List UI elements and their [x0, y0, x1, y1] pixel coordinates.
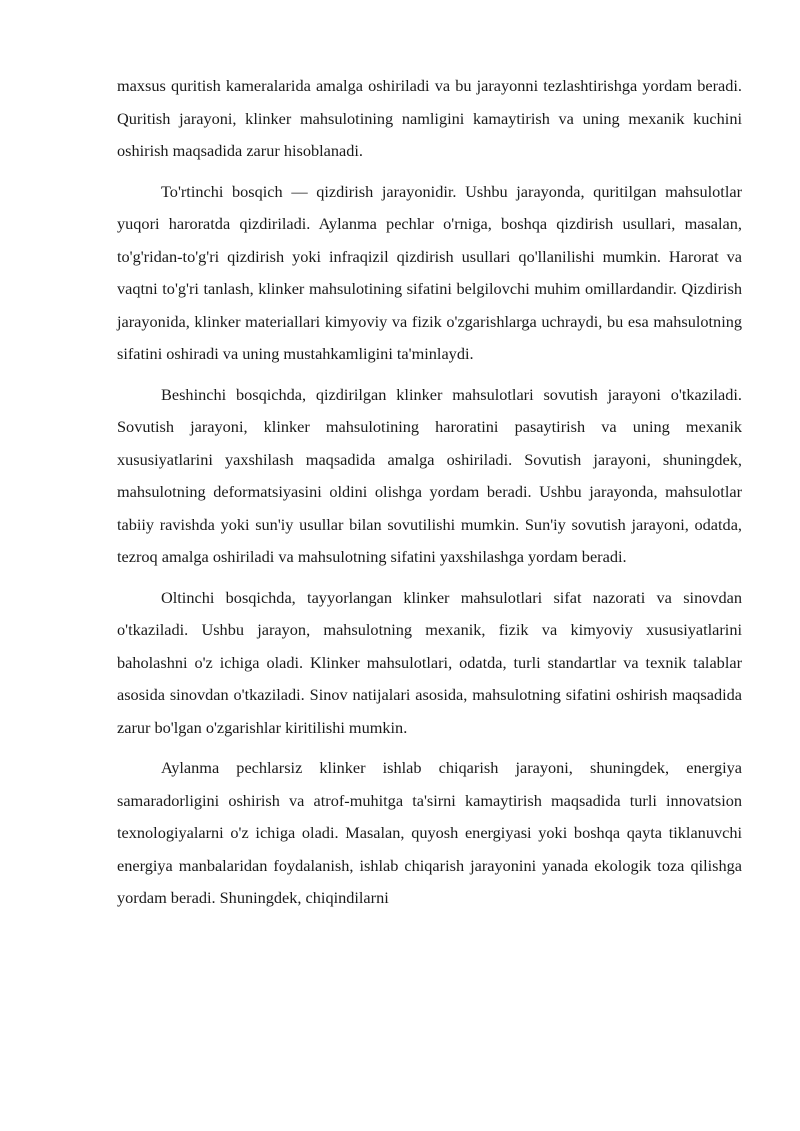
- paragraph-fifth-stage: Beshinchi bosqichda, qizdirilgan klinker mahsulotlari sovutish jarayoni o'tkaziladi. Sovutish jarayoni, klinker mahsulotining haroratini pasaytirish va uning mexanik xususiyatlarini yaxshilash maqsadida amalga oshiriladi. Sovutish jarayoni, shuningdek, mahsulotning deformatsiyasini oldini olishga yordam beradi. Ushbu jarayonda, mahsulotlar tabiiy ravishda yoki sun'iy usullar bilan sovutilishi mumkin. Sun'iy sovutish jarayoni, odatda, tezroq amalga oshiriladi va mahsulotning sifatini yaxshilashga yordam beradi.: [117, 384, 742, 566]
- paragraph-continuation: maxsus quritish kameralarida amalga oshiriladi va bu jarayonni tezlashtirishga yordam beradi. Quritish jarayoni, klinker mahsulotining namligini kamaytirish va uning mexanik kuchini oshirish maqsadida zarur hisoblanadi.: [117, 76, 742, 160]
- paragraph-fourth-stage: To'rtinchi bosqich — qizdirish jarayonidir. Ushbu jarayonda, quritilgan mahsulotlar yuqori haroratda qizdiriladi. Aylanma pechlar o'rniga, boshqa qizdirish usullari, masalan, to'g'ridan-to'g'ri qizdirish yoki infraqizil qizdirish usullari qo'llanilishi mumkin. Harorat va vaqtni to'g'ri tanlash, klinker mahsulotining sifatini belgilovchi muhim omillardandir. Qizdirish jarayonida, klinker materiallari kimyoviy va fizik o'zgarishlarga uchraydi, bu esa mahsulotning sifatini oshiradi va uning mustahkamligini ta'minlaydi.: [117, 181, 742, 363]
- document-page: [117, 70, 742, 923]
- paragraph-sixth-stage: Oltinchi bosqichda, tayyorlangan klinker mahsulotlari sifat nazorati va sinovdan o'tkaziladi. Ushbu jarayon, mahsulotning mexanik, fizik va kimyoviy xususiyatlarini baholashni o'z ichiga oladi. Klinker mahsulotlari, odatda, turli standartlar va texnik talablar asosida sinovdan o'tkaziladi. Sinov natijalari asosida, mahsulotning sifatini oshirish maqsadida zarur bo'lgan o'zgarishlar kiritilishi mumkin.: [117, 587, 742, 737]
- paragraph-innovations: Aylanma pechlarsiz klinker ishlab chiqarish jarayoni, shuningdek, energiya samaradorligini oshirish va atrof-muhitga ta'sirni kamaytirish maqsadida turli innovatsion texnologiyalarni o'z ichiga oladi. Masalan, quyosh energiyasi yoki boshqa qayta tiklanuvchi energiya manbalaridan foydalanish, ishlab chiqarish jarayonini yanada ekologik toza qilishga yordam beradi. Shuningdek, chiqindilarni: [117, 758, 742, 907]
